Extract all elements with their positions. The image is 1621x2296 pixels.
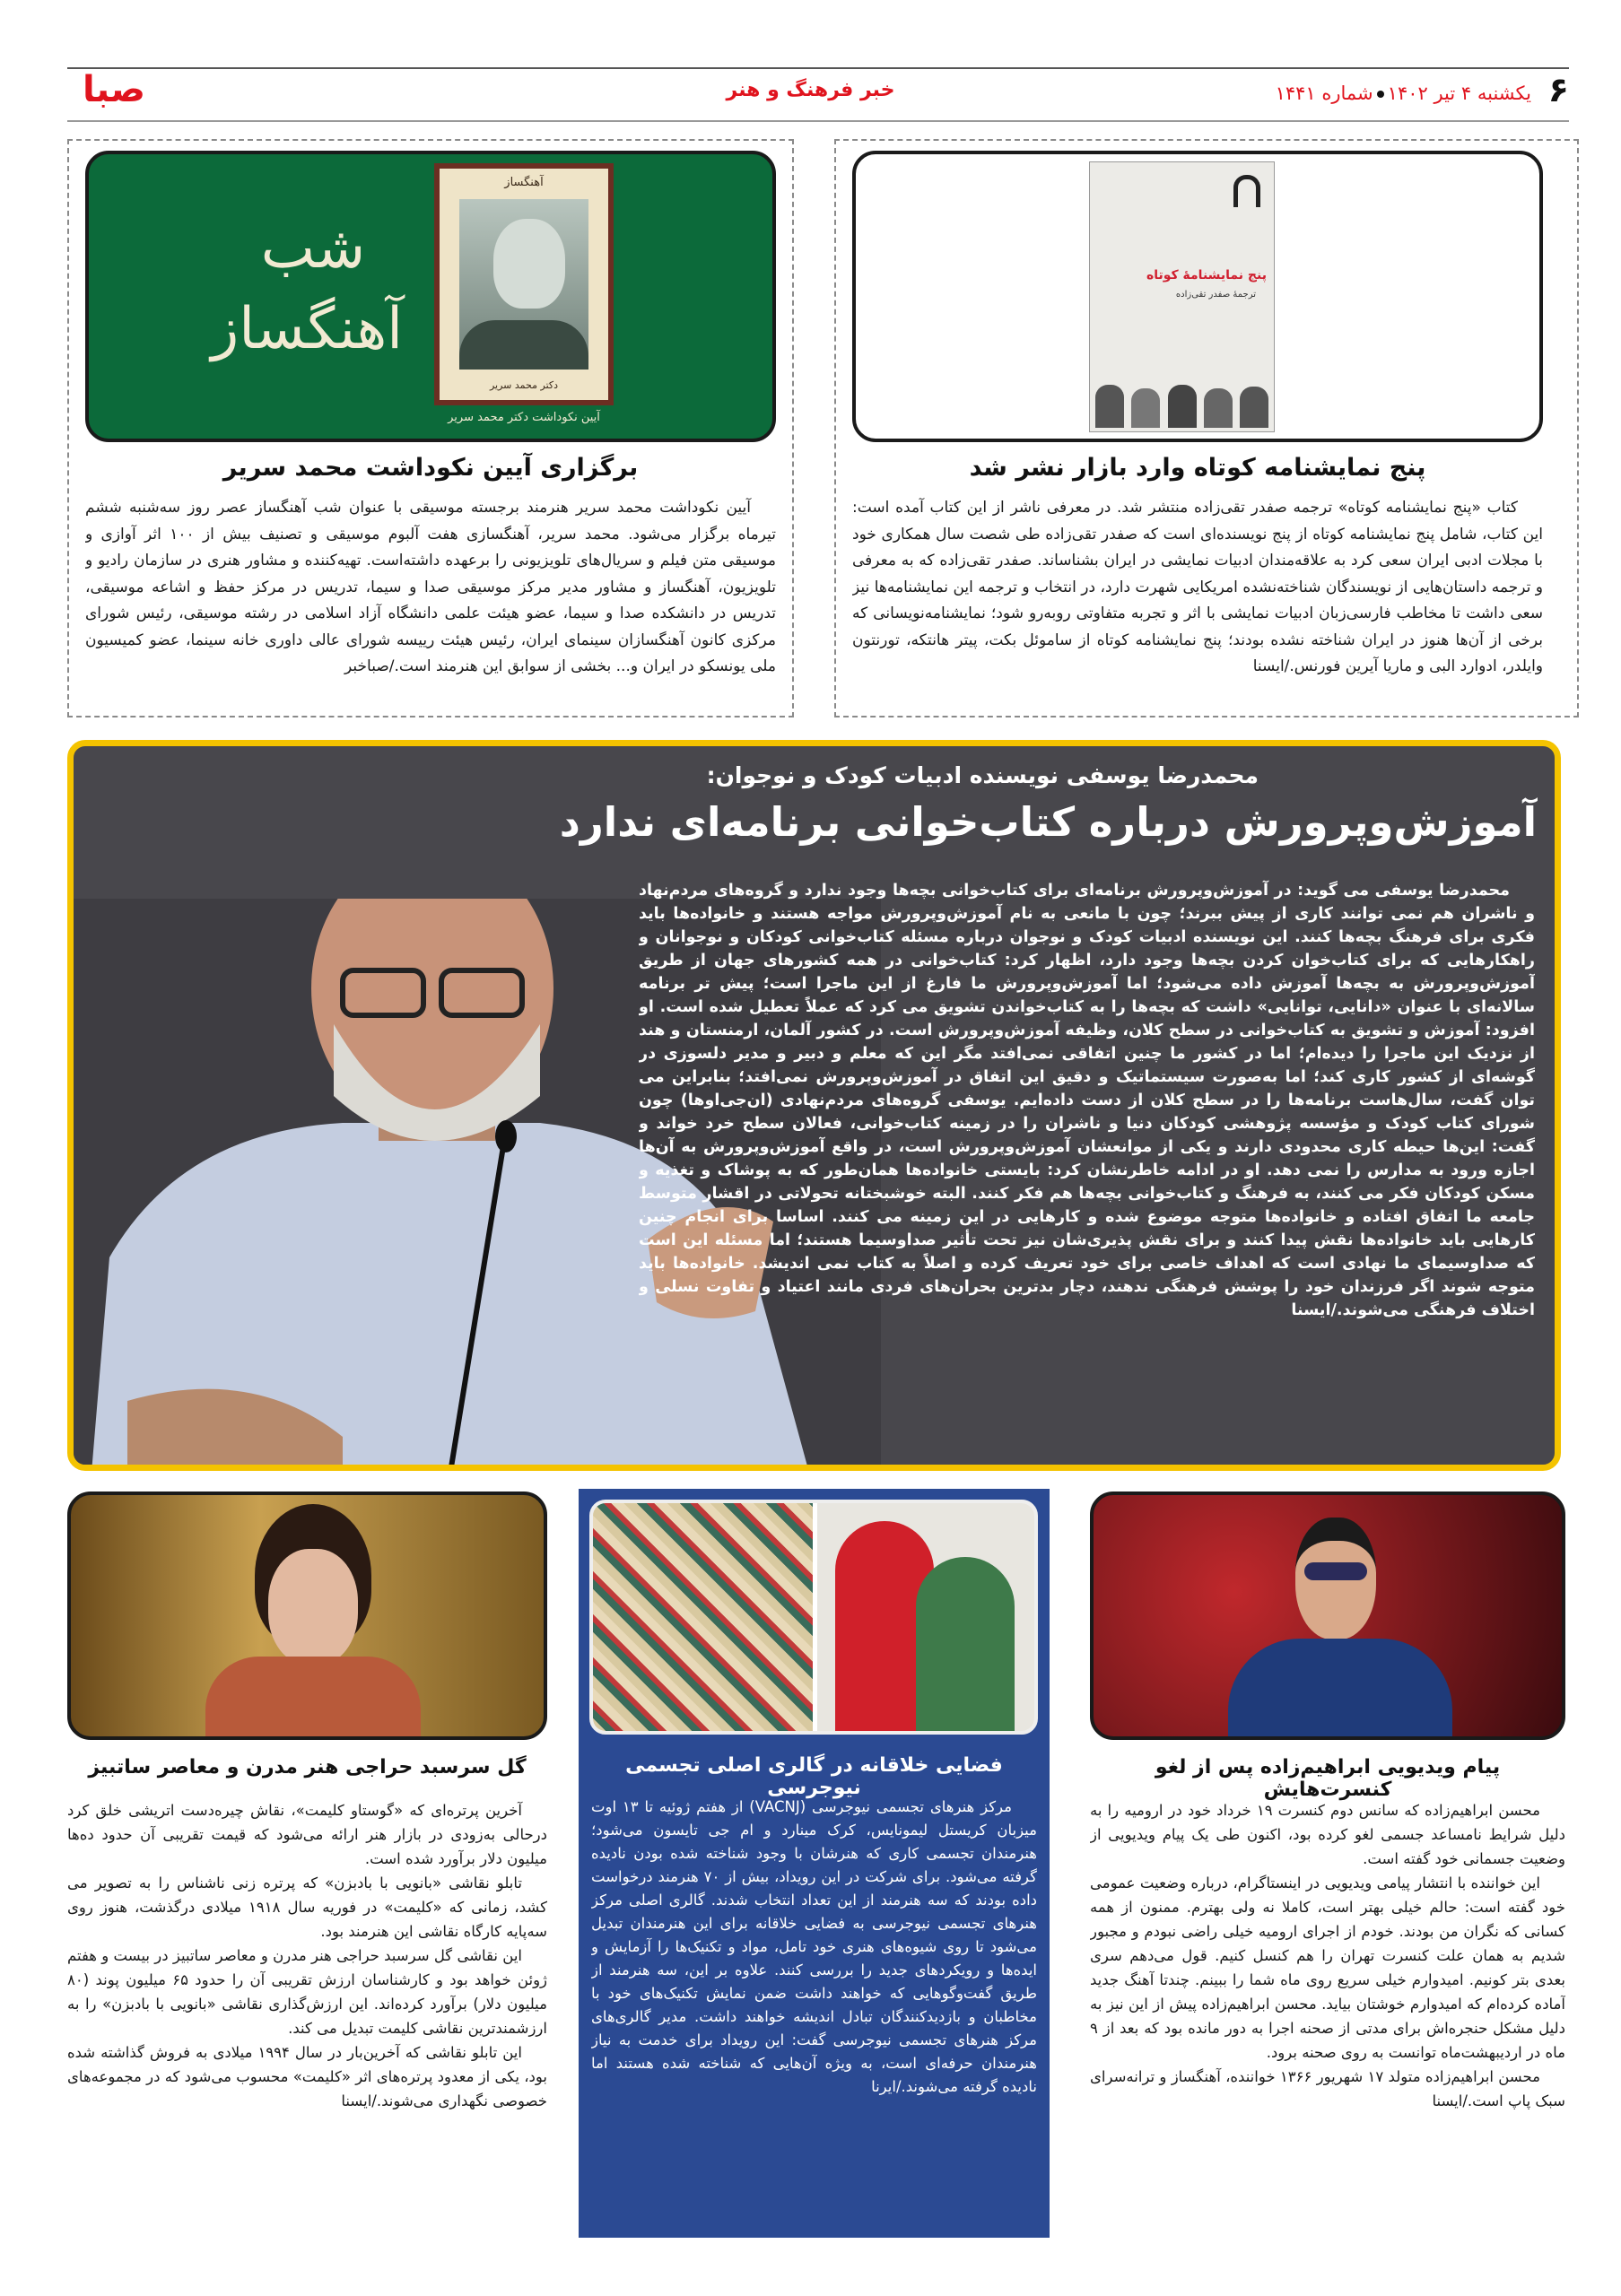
portrait-shoulders (459, 320, 588, 370)
paragraph: تابلو نقاشی «بانویی با بادبزن» که پرتره زنی ناشناس را به تصویر می کشد، زمانی که «کلیمت» در فوریه سال ۱۹۱۸ میلادی درگذشت، هنوز روی سه‌پایه کارگاه نقاشی این هنرمند بود. (67, 1874, 547, 1940)
paragraph: این خواننده با انتشار پیامی ویدیویی در اینستاگرام، درباره وضعیت عمومی خود گفته است: حالم خیلی بهتر است، کاملا نه ولی بهترم. ممنون از همه کسانی که نگران من بودند. خودم از اجرای ارومیه خیلی راضی نبودم و مجبور شدیم به همان علت کنسرت تهران را هم کنسل کنیم. قول می‌دهم سری بعدی بتر کونیم. امیدوارم خیلی سریع روی ماه شما را ببینم. چندتا آهنگ جدید آماده کرده‌ام که امیدوارم خوشتان بیاید. محسن ابراهیم‌زاده پیش از این نیز به دلیل مشکل حنجره‌اش برای مدتی از صحنه اجرا به دور مانده بود که بعد از ۹ ماه در اردیبهشت‌ماه توانست به روی صحنه برود. (1090, 1874, 1565, 2061)
poster-calligraphy: شب آهنگساز (211, 215, 403, 362)
poster-caption: آیین نکوداشت دکتر محمد سریر (448, 411, 600, 424)
paragraph: این تابلو نقاشی که آخرین‌بار در سال ۱۹۹۴ میلادی به فروش گذاشته شده بود، یکی از معدود پرتره‌های اثر «کلیمت» محسوب می‌شود که در مجموعه‌های خصوصی نگهداری می‌شوند./ایسنا (67, 2044, 547, 2109)
microphone-icon (495, 1120, 517, 1152)
portrait-photo (459, 199, 588, 370)
article-book-headline[interactable]: پنج نمایشنامه کوتاه وارد بازار نشر شد (969, 454, 1426, 482)
page-number: ۶ (1547, 70, 1569, 109)
portrait-face (268, 1549, 358, 1665)
section-title: خبر فرهنگ و هنر (726, 79, 895, 101)
stamp-name: دکتر محمد سریر (489, 379, 559, 391)
author-photo (1204, 388, 1233, 428)
feature-kicker: محمدرضا یوسفی نویسنده ادبیات کودک و نوجوان: (706, 762, 1259, 788)
feature-headline[interactable]: آموزش‌وپرورش درباره کتاب‌خوانی برنامه‌ای ندارد (559, 798, 1537, 846)
portrait-face (493, 219, 565, 309)
article-gallery-headline[interactable]: فضایی خلاقانه در گالری اصلی تجسمی نیوجرسی (625, 1754, 1003, 1799)
cover-author-photos (1095, 378, 1268, 428)
feature-article-box (67, 740, 1561, 1471)
collage-artwork (593, 1503, 813, 1731)
publisher-logo-icon (1233, 175, 1260, 207)
cover-translator: ترجمهٔ صفدر تقی‌زاده (1175, 290, 1256, 300)
article-book-body (852, 495, 1543, 710)
paragraph: این نقاشی گل سرسبد حراجی هنر مدرن و معاصر ساتبیز در بیست و هفتم ژوئن خواهد بود و کارشناسان ارزش تقریبی آن را حدود ۶۵ میلیون پوند (۸۰ میلیون دلار) برآورد کرده‌اند. این ارزش‌گذاری نقاشی «بانویی با بادبزن» را به ارزشمندترین نقاشی کلیمت تبدیل می کند. (67, 1947, 547, 2037)
article-sarir-headline[interactable]: برگزاری آیین نکوداشت محمد سریر (222, 454, 639, 482)
sarir-poster-image (85, 151, 776, 442)
singer-photo (1090, 1492, 1565, 1740)
article-klimt-body (67, 1798, 547, 2220)
book-cover-image (852, 151, 1543, 442)
green-hoodie-figure (916, 1557, 1015, 1735)
article-ebrahimzadeh-headline[interactable]: پیام ویدیویی ابراهیم‌زاده پس از لغو کنسرت‌هایش (1155, 1756, 1501, 1801)
author-photo (1095, 385, 1124, 428)
author-photo (1131, 388, 1160, 428)
paragraph: مرکز هنرهای تجسمی نیوجرسی (VACNJ) از هفتم ژوئیه تا ۱۳ اوت میزبان کریستل لیمونایس، کرک مینارد و ام جی تایسون می‌شود؛ هنرمندان تجسمی کاری که هنرشان با وجود شناخته شده بودن نادیده گرفته می‌شود. برای شرکت در این رویداد، بیش از ۷۰ هنرمند درخواست داده بودند که سه هنرمند از این تعداد انتخاب شدند. گالری اصلی مرکز هنرهای تجسمی نیوجرسی به فضایی خلاقانه برای این هنرمندان تبدیل می‌شود تا روی شیوه‌های هنری خود تامل، مواد و تکنیک‌ها را آزمایش و ایده‌ها و رویکردهای جدید را بررسی کنند. علاوه بر این، سه هنرمند از طریق گفت‌وگوهایی که خواهند داشت ضمن نمایش تکنیک‌های خود با مخاطبان و بازدیدکنندگان تبادل اندیشه خواهند داشت. مدیر گالری‌های مرکز هنرهای تجسمی نیوجرسی گفت: این رویداد برای خدمت به نیاز هنرمندان حرفه‌ای است، به ویژه آن‌هایی که شناخته شده هستند اما نادیده گرفته می‌شوند./ایرنا (591, 1798, 1037, 2095)
paragraph: محمدرضا یوسفی می گوید: در آموزش‌وپرورش برنامه‌ای برای کتاب‌خوانی بچه‌ها وجود ندارد و گروه‌های مردم‌نهاد و ناشران هم نمی توانند کاری از پیش ببرند؛ چون با مانعی به نام آموزش‌وپرورش مواجه هستند و خانواده‌ها باید فکری برای فرهنگ بچه‌ها کنند. این نویسنده ادبیات کودک و نوجوان درباره مسئله کتاب‌خوانی کودکان و نوجوانان و راهکارهایی که برای کتاب‌خوان کردن بچه‌ها وجود دارد، اظهار کرد: کتاب‌خوانی در همه کشورهای جهان از طریق آموزش‌وپرورش به بچه‌ها آموزش داده می‌شود؛ اما آموزش‌وپرورش ما فارغ از این ماجرا است؛ پیش تر برنامه سالانه‌ای با عنوان «دانایی، توانایی» داشت که بچه‌ها را به کتاب‌خواندن تشویق می کرد که عملاً تعطیل شده است. او افزود: آموزش و تشویق به کتاب‌خوانی در سطح کلان، وظیفه آموزش‌وپرورش است. در کشور آلمان، ارمنستان و هند از نزدیک این ماجرا را دیده‌ام؛ اما در کشور ما چنین اتفاقی نمی‌افتد مگر این که معلم و دبیر و مدیر دلسوزی در گوشه‌ای از کشور کاری کند؛ اما به‌صورت سیستماتیک و دقیق این اتفاق در آموزش‌وپرورش نمی‌افتد؛ بنابراین می توان گفت، سال‌هاست برنامه‌ها را در سطح کلان از دست داده‌ایم. یوسفی گروه‌های مردم‌نهادی (ان‌جی‌اوها) چون شورای کتاب کودک و مؤسسه پژوهشی کودکان دنیا و ناشران را در زمینه کتاب‌خوانی، فعالان سطح خرد خواند و گفت: این‌ها حیطه کاری محدودی دارند و یکی از موانعشان آموزش‌وپرورش است، در واقع آموزش‌وپرورش به آن‌ها اجازه ورود به مدارس را نمی دهد. او در ادامه خاطرنشان کرد: بایستی خانواده‌ها همان‌طور که به پوشاک و تغذیه و مسکن کودکان فکر می کنند، به فرهنگ و کتاب‌خوانی بچه‌ها هم فکر کنند. البته خوشبختانه تحولاتی در اقشار متوسط جامعه ما اتفاق افتاده و خانواده‌ها متوجه موضوع شده و کارهایی در این زمینه می کنند. اساسا برای انجام چنین کارهایی باید خانواده‌ها نقش پیدا کنند و برای نقش پذیری‌شان نیز تحت تأثیر صداوسیما هستند؛ اما مسئله این است که صداوسیمای ما نهادی است که اهداف خاصی برای خود تعریف کرده و اصلاً به کتاب نمی اندیشد. خانواده‌ها باید متوجه شوند اگر فرزندان خود را پوشش فرهنگی ندهند، دچار بدترین بحران‌های فردی مانند اعتیاد و تفاوت نسلی و اختلاف فرهنگی می‌شوند./ایسنا (639, 882, 1535, 1319)
dateline (1276, 83, 1531, 104)
header-top-rule (67, 67, 1569, 69)
separator-dot (1377, 91, 1384, 98)
paragraph: محسن ابراهیم‌زاده که سانس دوم کنسرت ۱۹ خرداد خود در ارومیه را به دلیل شرایط نامساعد جسمی لغو کرده بود، اکنون طی یک پیام ویدیویی از وضعیت جسمانی خود گفته است. (1090, 1802, 1565, 1867)
stamp-title: آهنگساز (504, 176, 544, 189)
article-klimt-headline[interactable]: گل سرسبد حراجی هنر مدرن و معاصر ساتبیز (88, 1756, 527, 1779)
header-bottom-rule (67, 120, 1569, 122)
portrait-robe (205, 1657, 421, 1740)
book-cover (1089, 161, 1275, 432)
paragraph: محسن ابراهیم‌زاده متولد ۱۷ شهریور ۱۳۶۶ خواننده، آهنگساز و ترانه‌سرای سبک پاپ است./ایسنا (1090, 2068, 1565, 2109)
author-photo (1168, 385, 1197, 428)
paragraph: آخرین پرتره‌ای که «گوستاو کلیمت»، نقاش چیره‌دست اتریشی خلق کرد درحالی به‌زودی در بازار هنر ارائه می‌شود که قیمت تقریبی آن حدود ده‌ها میلیون دلار برآورد شده است. (67, 1802, 547, 1867)
klimt-painting-photo (67, 1492, 547, 1740)
singer-jacket (1228, 1639, 1452, 1740)
cover-title: پنج نمایشنامهٔ کوتاه (1146, 268, 1267, 283)
article-gallery-box (579, 1489, 1050, 2238)
issue-date: یکشنبه ۴ تیر ۱۴۰۲ (1387, 83, 1531, 104)
article-sarir-body (85, 495, 776, 710)
painting-artwork (817, 1503, 1034, 1731)
paragraph: آیین نکوداشت محمد سریر هنرمند برجسته موسیقی با عنوان شب آهنگساز عصر روز سه‌شنبه ششم تیرماه برگزار می‌شود. محمد سریر، آهنگسازی هفت آلبوم موسیقی و تصنیف بیش از ۱۰۰ اثر آوازی و موسیقی متن فیلم و سریال‌های تلویزیونی را برعهده داشته‌است. تهیه‌کننده و مشاور هنری در سازمان رادیو و تلویزیون، آهنگساز و مشاور مدیر مرکز موسیقی صدا و سیما، تدریس در مرکز حفظ و اشاعه موسیقی، تدریس در دانشکده صدا و سیما، عضو هیئت علمی دانشگاه آزاد اسلامی در رشته موسیقی، رئیس شورای مرکزی کانون آهنگسازان سینمای ایران، رئیس هیئت رییسه شورای عالی داوری خانه سینما، عضو کمیسیون ملی یونسکو در ایران و... بخشی از سوابق این هنرمند است./صباخبر (85, 499, 776, 675)
issue-number: شماره ۱۴۴۱ (1275, 83, 1373, 104)
author-photo (1240, 387, 1268, 428)
article-gallery-body (591, 1796, 1037, 2226)
portrait-stamp (434, 163, 614, 405)
gallery-artworks-image (589, 1500, 1038, 1735)
sunglasses (1304, 1562, 1367, 1580)
logo-text: صبا (83, 69, 145, 110)
feature-body (639, 879, 1535, 1453)
article-ebrahimzadeh-body (1090, 1798, 1565, 2229)
paragraph: کتاب «پنج نمایشنامه کوتاه» ترجمه صفدر تقی‌زاده منتشر شد. در معرفی ناشر از این کتاب آمده است: این کتاب، شامل پنج نمایشنامه کوتاه از پنج نویسنده‌ای است که صفدر تقی‌زاده طی شصت سال همکاری خود با مجلات ادبی ایران سعی کرد به علاقه‌مندان ادبیات نمایشی در ایران بشناساند. صفدر تقی‌زاده که به معرفی و ترجمه داستان‌هایی از نویسندگان شناخته‌نشده امریکایی شهرت دارد، در انتخاب و ترجمه این نمایشنامه‌ها نیز سعی داشت تا مخاطب فارسی‌زبان ادبیات نمایشی با اثر و تجربه متفاوتی روبه‌رو شود؛ نمایشنامه‌نویسانی که برخی از آن‌ها هنوز در ایران شناخته نشده بودند؛ پنج نمایشنامه کوتاه از ساموئل بکت، پیتر هانتکه، تورنتون وایلدر، ادوارد البی و ماریا آیرین فورنس./ایسنا (852, 499, 1543, 675)
